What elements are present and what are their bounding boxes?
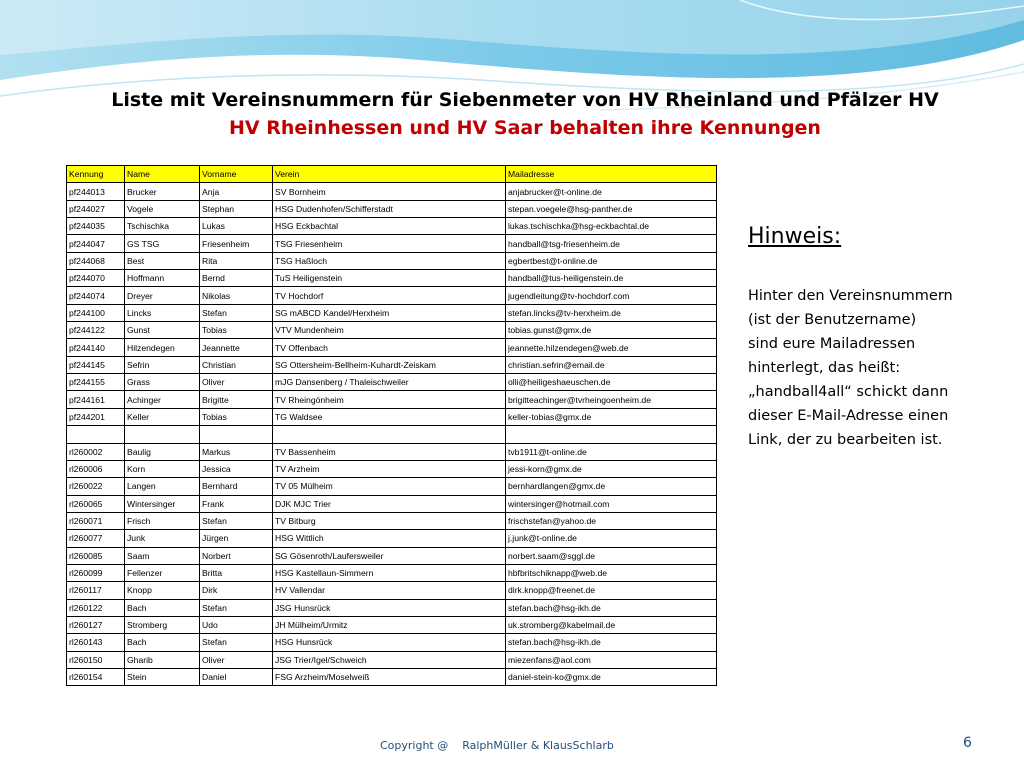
cell-vorname: Oliver bbox=[200, 374, 273, 391]
cell-kennung: rl260085 bbox=[67, 547, 125, 564]
cell-name: Keller bbox=[125, 408, 200, 425]
cell-verein: TV Arzheim bbox=[273, 460, 506, 477]
table-row bbox=[67, 651, 717, 668]
cell-vorname: Tobias bbox=[200, 322, 273, 339]
cell-kennung: rl260127 bbox=[67, 616, 125, 633]
cell-kennung: rl260022 bbox=[67, 478, 125, 495]
cell-verein: SG Ottersheim-Bellheim-Kuhardt-Zeiskam bbox=[273, 356, 506, 373]
cell-mailadresse: jugendleitung@tv-hochdorf.com bbox=[506, 287, 717, 304]
hint-line: Link, der zu bearbeiten ist. bbox=[748, 432, 943, 448]
cell-kennung: pf244140 bbox=[67, 339, 125, 356]
cell-vorname: Frank bbox=[200, 495, 273, 512]
cell-verein: TSG Haßloch bbox=[273, 252, 506, 269]
table-row bbox=[67, 582, 717, 599]
cell-kennung: pf244070 bbox=[67, 270, 125, 287]
cell-vorname: Stefan bbox=[200, 304, 273, 321]
cell-verein: SV Bornheim bbox=[273, 183, 506, 200]
cell-name: Dreyer bbox=[125, 287, 200, 304]
cell-vorname: Stephan bbox=[200, 200, 273, 217]
cell-kennung: rl260150 bbox=[67, 651, 125, 668]
slide-title bbox=[0, 86, 1024, 142]
hint-line: (ist der Benutzername) bbox=[748, 312, 917, 328]
cell-vorname: Anja bbox=[200, 183, 273, 200]
table-row bbox=[67, 252, 717, 269]
cell-kennung: pf244068 bbox=[67, 252, 125, 269]
hint-text bbox=[748, 284, 1013, 452]
cell-kennung: rl260117 bbox=[67, 582, 125, 599]
table-row bbox=[67, 530, 717, 547]
cell-vorname: Rita bbox=[200, 252, 273, 269]
table-row bbox=[67, 564, 717, 581]
cell-mailadresse: brigitteachinger@tvrheingoenheim.de bbox=[506, 391, 717, 408]
cell-mailadresse: tobias.gunst@gmx.de bbox=[506, 322, 717, 339]
cell-verein: HSG Dudenhofen/Schifferstadt bbox=[273, 200, 506, 217]
cell-vorname bbox=[200, 426, 273, 443]
cell-mailadresse: stefan.bach@hsg-ikh.de bbox=[506, 634, 717, 651]
cell-verein: HSG Eckbachtal bbox=[273, 218, 506, 235]
cell-mailadresse: hbfbritschiknapp@web.de bbox=[506, 564, 717, 581]
cell-verein: TuS Heiligenstein bbox=[273, 270, 506, 287]
cell-mailadresse: keller-tobias@gmx.de bbox=[506, 408, 717, 425]
table-row bbox=[67, 668, 717, 685]
cell-mailadresse: christian.sefrin@email.de bbox=[506, 356, 717, 373]
cell-verein: TV Bitburg bbox=[273, 512, 506, 529]
table-row bbox=[67, 183, 717, 200]
cell-vorname: Norbert bbox=[200, 547, 273, 564]
cell-verein: HSG Hunsrück bbox=[273, 634, 506, 651]
cell-name: Brucker bbox=[125, 183, 200, 200]
table-row bbox=[67, 356, 717, 373]
cell-name: Best bbox=[125, 252, 200, 269]
cell-mailadresse: stepan.voegele@hsg-panther.de bbox=[506, 200, 717, 217]
table-row bbox=[67, 304, 717, 321]
club-number-table bbox=[66, 165, 717, 686]
table-row bbox=[67, 218, 717, 235]
cell-verein: TV Offenbach bbox=[273, 339, 506, 356]
cell-verein: TV 05 Mülheim bbox=[273, 478, 506, 495]
cell-verein bbox=[273, 426, 506, 443]
cell-verein: TSG Friesenheim bbox=[273, 235, 506, 252]
cell-kennung: pf244155 bbox=[67, 374, 125, 391]
cell-verein: HSG Wittlich bbox=[273, 530, 506, 547]
cell-vorname: Nikolas bbox=[200, 287, 273, 304]
cell-kennung: rl260002 bbox=[67, 443, 125, 460]
cell-mailadresse: stefan.lincks@tv-herxheim.de bbox=[506, 304, 717, 321]
cell-name: Wintersinger bbox=[125, 495, 200, 512]
cell-name: Lincks bbox=[125, 304, 200, 321]
cell-mailadresse: miezenfans@aol.com bbox=[506, 651, 717, 668]
cell-kennung: pf244145 bbox=[67, 356, 125, 373]
cell-vorname: Bernhard bbox=[200, 478, 273, 495]
cell-mailadresse: tvb1911@t-online.de bbox=[506, 443, 717, 460]
cell-name: Hoffmann bbox=[125, 270, 200, 287]
cell-mailadresse: uk.stromberg@kabelmail.de bbox=[506, 616, 717, 633]
cell-name: Gharib bbox=[125, 651, 200, 668]
cell-name: Vogele bbox=[125, 200, 200, 217]
cell-vorname: Christian bbox=[200, 356, 273, 373]
cell-kennung: rl260154 bbox=[67, 668, 125, 685]
cell-vorname: Tobias bbox=[200, 408, 273, 425]
header-mailadresse: Mailadresse bbox=[506, 166, 717, 183]
cell-verein: SG mABCD Kandel/Herxheim bbox=[273, 304, 506, 321]
cell-name: Baulig bbox=[125, 443, 200, 460]
table-row bbox=[67, 200, 717, 217]
cell-mailadresse: handball@tus-heiligenstein.de bbox=[506, 270, 717, 287]
cell-mailadresse: stefan.bach@hsg-ikh.de bbox=[506, 599, 717, 616]
cell-vorname: Dirk bbox=[200, 582, 273, 599]
cell-verein: JSG Hunsrück bbox=[273, 599, 506, 616]
table-row bbox=[67, 478, 717, 495]
cell-verein: TV Rheingönheim bbox=[273, 391, 506, 408]
cell-mailadresse: j.junk@t-online.de bbox=[506, 530, 717, 547]
header-verein: Verein bbox=[273, 166, 506, 183]
hint-line: „handball4all“ schickt dann bbox=[748, 384, 949, 400]
cell-name: Saam bbox=[125, 547, 200, 564]
cell-vorname: Jessica bbox=[200, 460, 273, 477]
cell-kennung: rl260071 bbox=[67, 512, 125, 529]
cell-name: Hilzendegen bbox=[125, 339, 200, 356]
header-name: Name bbox=[125, 166, 200, 183]
cell-kennung: rl260077 bbox=[67, 530, 125, 547]
cell-name: Gunst bbox=[125, 322, 200, 339]
cell-mailadresse: dirk.knopp@freenet.de bbox=[506, 582, 717, 599]
cell-verein: JH Mülheim/Urmitz bbox=[273, 616, 506, 633]
cell-mailadresse: handball@tsg-friesenheim.de bbox=[506, 235, 717, 252]
cell-name: Sefrin bbox=[125, 356, 200, 373]
cell-name: Knopp bbox=[125, 582, 200, 599]
hint-heading: Hinweis: bbox=[748, 224, 842, 249]
header-kennung: Kennung bbox=[67, 166, 125, 183]
page-number: 6 bbox=[963, 735, 972, 751]
cell-vorname: Lukas bbox=[200, 218, 273, 235]
cell-kennung bbox=[67, 426, 125, 443]
hint-line: sind eure Mailadressen bbox=[748, 336, 916, 352]
cell-name: Junk bbox=[125, 530, 200, 547]
cell-name: Bach bbox=[125, 634, 200, 651]
cell-vorname: Brigitte bbox=[200, 391, 273, 408]
hint-line: dieser E-Mail-Adresse einen bbox=[748, 408, 949, 424]
cell-mailadresse: egbertbest@t-online.de bbox=[506, 252, 717, 269]
cell-kennung: rl260122 bbox=[67, 599, 125, 616]
cell-mailadresse bbox=[506, 426, 717, 443]
cell-kennung: pf244201 bbox=[67, 408, 125, 425]
cell-verein: TV Hochdorf bbox=[273, 287, 506, 304]
cell-mailadresse: jeannette.hilzendegen@web.de bbox=[506, 339, 717, 356]
cell-verein: VTV Mundenheim bbox=[273, 322, 506, 339]
cell-kennung: pf244074 bbox=[67, 287, 125, 304]
cell-vorname: Daniel bbox=[200, 668, 273, 685]
cell-kennung: pf244122 bbox=[67, 322, 125, 339]
cell-kennung: rl260065 bbox=[67, 495, 125, 512]
table-row bbox=[67, 287, 717, 304]
cell-vorname: Bernd bbox=[200, 270, 273, 287]
cell-name: Grass bbox=[125, 374, 200, 391]
cell-vorname: Udo bbox=[200, 616, 273, 633]
cell-mailadresse: anjabrucker@t-online.de bbox=[506, 183, 717, 200]
table-row bbox=[67, 270, 717, 287]
cell-mailadresse: lukas.tschischka@hsg-eckbachtal.de bbox=[506, 218, 717, 235]
cell-verein: SG Gösenroth/Laufersweiler bbox=[273, 547, 506, 564]
table-row bbox=[67, 426, 717, 443]
cell-name: GS TSG bbox=[125, 235, 200, 252]
cell-vorname: Jürgen bbox=[200, 530, 273, 547]
cell-mailadresse: norbert.saam@sggl.de bbox=[506, 547, 717, 564]
cell-verein: TG Waldsee bbox=[273, 408, 506, 425]
cell-name: Fellenzer bbox=[125, 564, 200, 581]
table-row bbox=[67, 322, 717, 339]
cell-name: Tschischka bbox=[125, 218, 200, 235]
cell-vorname: Friesenheim bbox=[200, 235, 273, 252]
cell-name: Frisch bbox=[125, 512, 200, 529]
table-row bbox=[67, 443, 717, 460]
cell-mailadresse: olli@heiligeshaeuschen.de bbox=[506, 374, 717, 391]
cell-kennung: pf244047 bbox=[67, 235, 125, 252]
cell-kennung: rl260006 bbox=[67, 460, 125, 477]
cell-mailadresse: wintersinger@hotmail.com bbox=[506, 495, 717, 512]
cell-kennung: pf244035 bbox=[67, 218, 125, 235]
cell-vorname: Stefan bbox=[200, 599, 273, 616]
hint-line: Hinter den Vereinsnummern bbox=[748, 288, 953, 304]
cell-verein: HSG Kastellaun-Simmern bbox=[273, 564, 506, 581]
cell-vorname: Oliver bbox=[200, 651, 273, 668]
table-row bbox=[67, 374, 717, 391]
cell-kennung: pf244100 bbox=[67, 304, 125, 321]
cell-kennung: pf244161 bbox=[67, 391, 125, 408]
cell-vorname: Stefan bbox=[200, 634, 273, 651]
table-header-row bbox=[67, 166, 717, 183]
cell-vorname: Jeannette bbox=[200, 339, 273, 356]
table-row bbox=[67, 495, 717, 512]
cell-name: Bach bbox=[125, 599, 200, 616]
cell-kennung: rl260143 bbox=[67, 634, 125, 651]
cell-verein: JSG Trier/Igel/Schweich bbox=[273, 651, 506, 668]
cell-kennung: pf244027 bbox=[67, 200, 125, 217]
table-row bbox=[67, 391, 717, 408]
cell-kennung: pf244013 bbox=[67, 183, 125, 200]
cell-vorname: Britta bbox=[200, 564, 273, 581]
table-row bbox=[67, 339, 717, 356]
cell-name: Korn bbox=[125, 460, 200, 477]
table-row bbox=[67, 460, 717, 477]
cell-vorname: Stefan bbox=[200, 512, 273, 529]
cell-kennung: rl260099 bbox=[67, 564, 125, 581]
cell-vorname: Markus bbox=[200, 443, 273, 460]
table-row bbox=[67, 408, 717, 425]
table-row bbox=[67, 235, 717, 252]
cell-name: Langen bbox=[125, 478, 200, 495]
title-line-2: HV Rheinhessen und HV Saar behalten ihre Kennungen bbox=[229, 117, 821, 139]
table-row bbox=[67, 634, 717, 651]
cell-name: Stromberg bbox=[125, 616, 200, 633]
cell-verein: HV Vallendar bbox=[273, 582, 506, 599]
cell-verein: mJG Dansenberg / Thaleischweiler bbox=[273, 374, 506, 391]
header-vorname: Vorname bbox=[200, 166, 273, 183]
cell-name bbox=[125, 426, 200, 443]
cell-mailadresse: jessi-korn@gmx.de bbox=[506, 460, 717, 477]
cell-verein: DJK MJC Trier bbox=[273, 495, 506, 512]
cell-verein: FSG Arzheim/Moselweiß bbox=[273, 668, 506, 685]
cell-mailadresse: bernhardlangen@gmx.de bbox=[506, 478, 717, 495]
table-row bbox=[67, 512, 717, 529]
table-row bbox=[67, 599, 717, 616]
footer-copyright: Copyright @ RalphMüller & KlausSchlarb bbox=[380, 739, 614, 752]
hint-line: hinterlegt, das heißt: bbox=[748, 360, 901, 376]
cell-name: Stein bbox=[125, 668, 200, 685]
cell-mailadresse: daniel-stein-ko@gmx.de bbox=[506, 668, 717, 685]
cell-verein: TV Bassenheim bbox=[273, 443, 506, 460]
table-row bbox=[67, 547, 717, 564]
cell-mailadresse: frischstefan@yahoo.de bbox=[506, 512, 717, 529]
title-line-1: Liste mit Vereinsnummern für Siebenmeter von HV Rheinland und Pfälzer HV bbox=[111, 89, 939, 111]
table-row bbox=[67, 616, 717, 633]
cell-name: Achinger bbox=[125, 391, 200, 408]
